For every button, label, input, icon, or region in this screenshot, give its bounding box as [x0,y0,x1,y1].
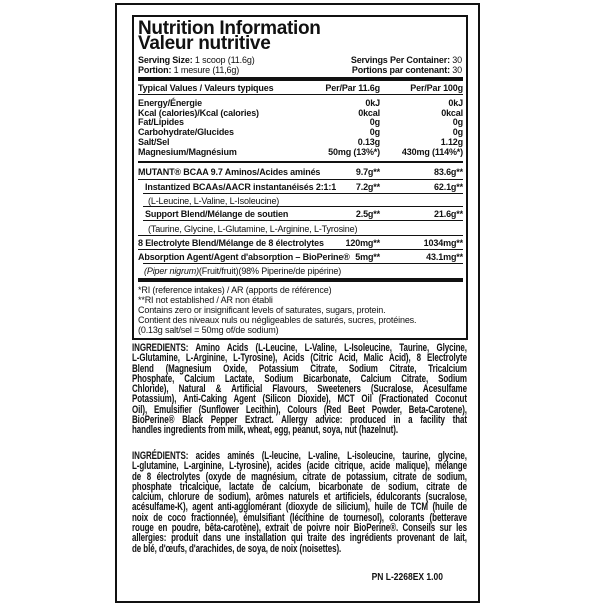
ingredients-line: Chloride), Natural & Artificial Flavours, Sweeteners (Sucralose, Acesulfame [132,383,467,396]
piperine-text: (Fruit/fruit)(98% Piperine/de pipérine) [198,266,342,276]
ingredients-line: handles ingredients from milk, wheat, egg, peanut, soya, nut (hazelnut). [132,424,398,437]
ingredients-line: INGREDIENTS: Amino Acids (L-Leucine, L-Valine, L-Isoleucine, Taurine, Glycine, [132,342,467,354]
divider [138,235,463,236]
blend-row-absorption [138,252,463,262]
blend-label: Support Blend/Mélange de soutien [145,209,289,219]
nutrient-value-100g: 0g [452,117,463,127]
nutrient-label: Carbohydrate/Glucides [138,127,234,137]
nutrient-value-100g: 0kcal [441,108,463,118]
ingredients-line: Potassium), Anti-Caking Agent (Silicon Dioxide), MCT Oil (Fractionated Coconut [132,393,467,406]
portions-par-contenant [352,65,462,75]
nutrient-row [138,137,463,147]
divider [138,161,463,163]
serving-size [138,55,255,65]
divider [138,179,463,180]
nutrient-value-serving: 0kcal [358,108,380,118]
header-col-100g: Per/Par 100g [410,83,463,93]
serving-size-label: Serving Size: [138,55,193,65]
header-col-serving: Per/Par 11.6g [325,83,380,93]
nutrient-row [138,127,463,137]
nutrient-label: Magnesium/Magnésium [138,147,237,157]
blend-sub-absorption [144,266,341,276]
ingredients-line: acésulfame-K), agent anti-agglomérant (dioxyde de silicium), huile de TCM (huile de [132,501,467,514]
blend-value-serving: 9.7g** [355,167,380,177]
blend-label: 8 Electrolyte Blend/Mélange de 8 électrolytes [138,238,324,248]
nutrient-row [138,147,463,157]
ingredients-line: calcium, chlorure de sodium), arômes naturels et artificiels, édulcorants (sucralose, [132,491,467,504]
title-fr: Valeur nutritive [138,33,271,54]
servings-label: Servings Per Container: [350,55,450,65]
piper-nigrum-text: (Piper nigrum) [144,266,199,276]
blend-value-serving: 5mg** [355,252,380,262]
nutrient-label: Energy/Énergie [138,98,202,108]
portion [138,65,239,75]
portions-value: 30 [449,65,462,75]
blend-label: MUTANT® BCAA 9.7 Aminos/Acides aminés [138,167,321,177]
ingredients-line: BioPerine® Black Pepper Extract. Allergy advice: produced in a facility that [132,414,467,427]
ingredients-english [132,342,467,435]
divider [138,249,463,250]
blend-row-support [145,209,463,219]
nutrient-value-100g: 1.12g [440,137,463,147]
blend-value-100g: 62.1g** [434,182,463,192]
blend-value-100g: 83.6g** [434,167,463,177]
portion-label: Portion: [138,65,172,75]
blend-value-100g: 43.1mg** [426,252,463,262]
nutrient-value-serving: 0.13g [357,137,380,147]
ingredients-line: Oil), Emulsifier (Sunflower Lecithin), Colours (Red Beet Powder, Beta-Carotene), [132,403,467,416]
thick-divider [138,77,463,81]
header-label: Typical Values / Valeurs typiques [138,83,274,93]
nutrient-value-serving: 50mg (13%*) [328,147,380,157]
blend-value-100g: 1034mg** [423,238,463,248]
nutrient-value-100g: 0kJ [448,98,463,108]
divider [138,94,463,95]
nutrient-value-serving: 0kJ [365,98,380,108]
blend-row-mutant [138,167,463,177]
nutrient-value-serving: 0g [369,117,380,127]
portions-label: Portions par contenant: [351,65,450,75]
ingredients-line: de 8 électrolytes (oxyde de magnésium, citrate de potassium, citrate de sodium, [132,470,467,483]
ingredients-line: noix de coco fractionnée), émulsifiant (lécithine de tournesol), colorants (betterave [132,511,467,524]
blend-sub-instantized: (L-Leucine, L-Valine, L-Isoleucine) [148,196,280,206]
nutrient-value-100g: 430mg (114%*) [401,147,463,157]
blend-value-100g: 21.6g** [434,209,463,219]
footnote: *RI (reference intakes) / AR (apports de référence) [138,285,332,295]
ingredients-line: Phosphate, Calcium Lactate, Sodium Bicarbonate, Calcium Citrate, Sodium [132,372,467,385]
table-header [138,83,463,93]
footnote: Contains zero or insignificant levels of saturates, sugars, protein. [138,305,386,315]
ingredients-line: phosphate tricalcique, lactate de calcium, bicarbonate de sodium, citrate de [132,480,467,493]
ingredients-line: L-Glutamine, L-Arginine, L-Tyrosine), Acids (Citric Acid, Malic Acid), 8 Electrolyte [132,352,467,365]
ingredients-line: L-glutamine, L-arginine, L-tyrosine), acides (acide citrique, acide malique), mélange [132,460,467,473]
footnote: **RI not established / AR non établi [138,295,273,305]
part-number: PN L-2268EX 1.00 [371,572,443,583]
serving-size-value: 1 scoop (11.6g) [192,55,255,65]
servings-value: 30 [449,55,462,65]
ingredients-french [132,450,467,553]
servings-per-container [351,55,462,65]
blend-value-serving: 120mg** [345,238,380,248]
footnote: (0.13g salt/sel = 50mg of/de sodium) [138,325,279,335]
ingredients-line: de blé, d'œufs, d'arachides, de soya, de noix (noisettes). [132,542,342,555]
divider [143,206,463,207]
nutrient-label: Fat/Lipides [138,117,184,127]
divider [143,193,463,194]
divider [143,220,463,221]
nutrient-label: Salt/Sel [138,137,170,147]
blend-label: Instantized BCAAs/AACR instantanéisés 2:1:1 [145,182,337,192]
blend-row-instantized [145,182,463,192]
blend-row-electrolyte [138,238,463,248]
thick-divider [138,278,463,282]
footnote: Contient des niveaux nuls ou négligeables de saturés, sucres, protéines. [138,315,417,325]
ingredients-line: allergies: produit dans une installation qui traite des ingrédients provenant de lait, [132,532,467,545]
blend-sub-support: (Taurine, Glycine, L-Glutamine, L-Arginine, L-Tyrosine) [148,224,358,234]
ingredients-line: INGRÉDIENTS: acides aminés (L-leucine, L-valine, L-isoleucine, taurine, glycine, [132,450,467,462]
nutrient-label: Kcal (calories)/Kcal (calories) [138,108,259,118]
nutrient-value-100g: 0g [452,127,463,137]
portion-value: 1 mesure (11,6g) [171,65,240,75]
divider [143,263,463,264]
ingredients-line: Blend (Magnesium Oxide, Potassium Citrate, Sodium Citrate, Tricalcium [132,362,467,375]
blend-value-serving: 7.2g** [355,182,380,192]
blend-value-serving: 2.5g** [355,209,380,219]
blend-label: Absorption Agent/Agent d'absorption – BioPerine® [138,252,350,262]
nutrient-row [138,98,463,108]
ingredients-line: rouge en poudre, bêta-carotène), extrait de poivre noir BioPerine®. Conseils sur les [132,522,467,535]
nutrient-row [138,117,463,127]
title-en: Nutrition Information [138,18,321,39]
nutrient-value-serving: 0g [369,127,380,137]
